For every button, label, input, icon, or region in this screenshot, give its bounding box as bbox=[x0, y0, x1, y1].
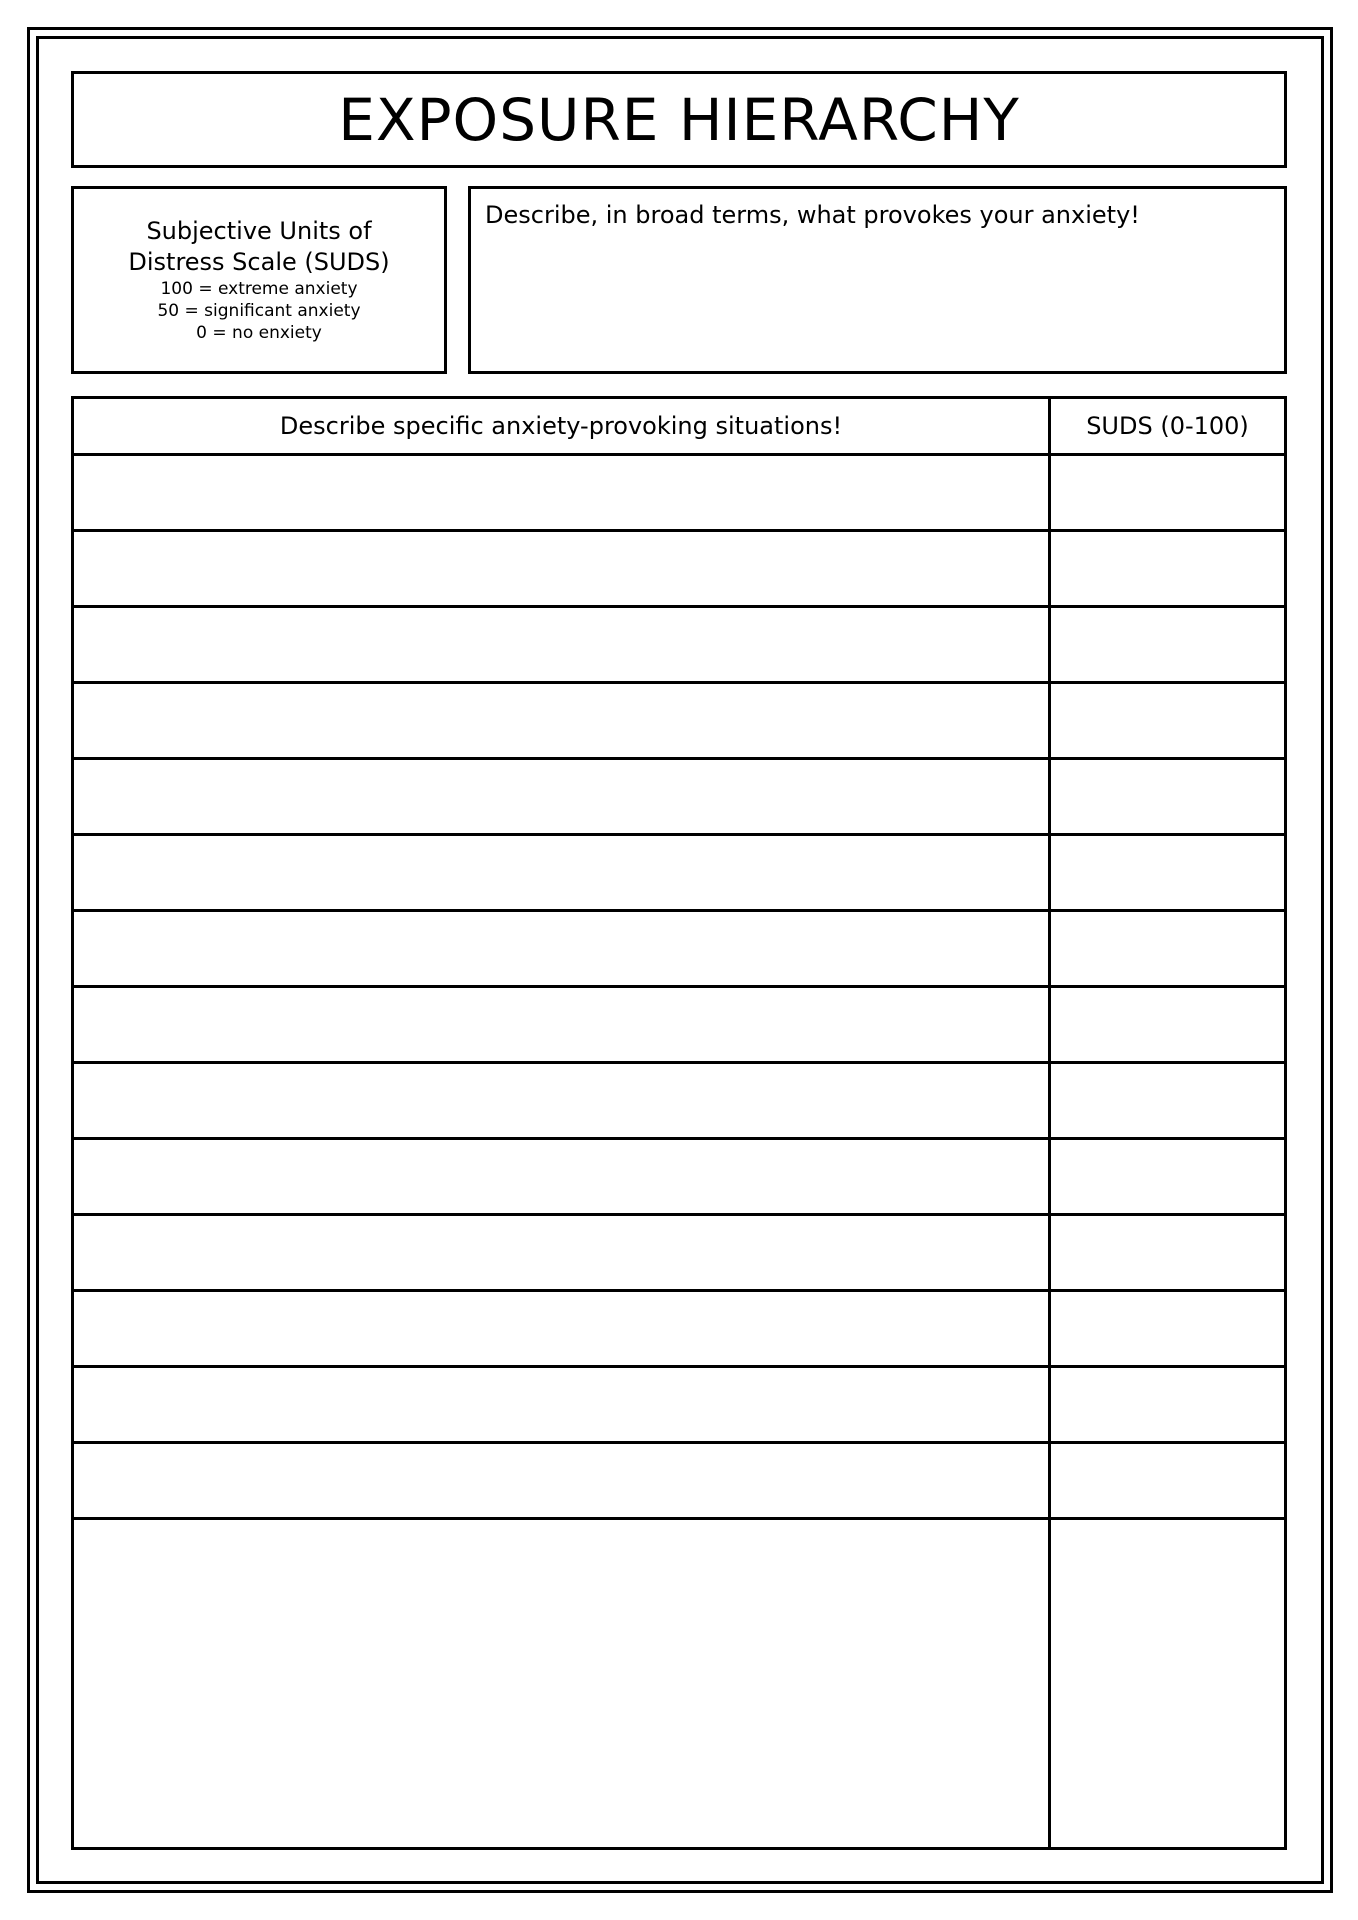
table-row bbox=[74, 1444, 1284, 1520]
suds-rating-cell[interactable] bbox=[1051, 1444, 1284, 1517]
header-suds: SUDS (0-100) bbox=[1086, 412, 1249, 440]
table-row bbox=[74, 1292, 1284, 1368]
table-row bbox=[74, 1216, 1284, 1292]
table-row bbox=[74, 608, 1284, 684]
situation-cell[interactable] bbox=[74, 912, 1048, 985]
situation-cell[interactable] bbox=[74, 1140, 1048, 1213]
table-header-row bbox=[74, 399, 1284, 456]
suds-heading-line2: Distress Scale (SUDS) bbox=[128, 248, 390, 276]
situation-cell[interactable] bbox=[74, 684, 1048, 757]
suds-scale-box bbox=[71, 186, 447, 374]
suds-heading-line1: Subjective Units of bbox=[146, 217, 372, 245]
suds-rating-cell[interactable] bbox=[1051, 1216, 1284, 1289]
situation-cell[interactable] bbox=[74, 1368, 1048, 1441]
suds-rating-cell[interactable] bbox=[1051, 608, 1284, 681]
suds-level-50: 50 = significant anxiety bbox=[157, 301, 361, 321]
suds-rating-cell[interactable] bbox=[1051, 912, 1284, 985]
suds-rating-cell[interactable] bbox=[1051, 1140, 1284, 1213]
situation-cell[interactable] bbox=[74, 1216, 1048, 1289]
suds-level-0: 0 = no enxiety bbox=[196, 323, 322, 343]
situation-cell[interactable] bbox=[74, 988, 1048, 1061]
table-row bbox=[74, 1140, 1284, 1216]
header-description: Describe specific anxiety-provoking situations! bbox=[279, 412, 843, 440]
situation-cell[interactable] bbox=[74, 1444, 1048, 1517]
table-row bbox=[74, 912, 1284, 988]
suds-rating-cell[interactable] bbox=[1051, 836, 1284, 909]
table-row bbox=[74, 532, 1284, 608]
suds-rating-cell[interactable] bbox=[1051, 1292, 1284, 1365]
column-divider bbox=[1048, 399, 1051, 1847]
table-row bbox=[74, 456, 1284, 532]
situation-cell[interactable] bbox=[74, 456, 1048, 529]
suds-rating-cell[interactable] bbox=[1051, 760, 1284, 833]
situation-cell[interactable] bbox=[74, 608, 1048, 681]
worksheet-title: EXPOSURE HIERARCHY bbox=[338, 85, 1020, 154]
table-row bbox=[74, 1368, 1284, 1444]
hierarchy-table bbox=[71, 396, 1287, 1850]
table-row bbox=[74, 836, 1284, 912]
situation-cell[interactable] bbox=[74, 1292, 1048, 1365]
suds-rating-cell[interactable] bbox=[1051, 532, 1284, 605]
suds-level-100: 100 = extreme anxiety bbox=[160, 279, 358, 299]
suds-rating-cell[interactable] bbox=[1051, 988, 1284, 1061]
table-row bbox=[74, 1064, 1284, 1140]
table-row bbox=[74, 684, 1284, 760]
suds-rating-cell[interactable] bbox=[1051, 684, 1284, 757]
suds-rating-cell[interactable] bbox=[1051, 1368, 1284, 1441]
situation-cell[interactable] bbox=[74, 532, 1048, 605]
situation-cell[interactable] bbox=[74, 1520, 1048, 1596]
table-row bbox=[74, 988, 1284, 1064]
suds-rating-cell[interactable] bbox=[1051, 1520, 1284, 1596]
situation-cell[interactable] bbox=[74, 836, 1048, 909]
suds-rating-cell[interactable] bbox=[1051, 456, 1284, 529]
situation-cell[interactable] bbox=[74, 760, 1048, 833]
table-row bbox=[74, 1520, 1284, 1596]
broad-anxiety-field[interactable] bbox=[468, 186, 1287, 374]
situation-cell[interactable] bbox=[74, 1064, 1048, 1137]
title-box bbox=[71, 71, 1287, 168]
table-row bbox=[74, 760, 1284, 836]
broad-anxiety-prompt: Describe, in broad terms, what provokes your anxiety! bbox=[485, 201, 1140, 229]
suds-rating-cell[interactable] bbox=[1051, 1064, 1284, 1137]
